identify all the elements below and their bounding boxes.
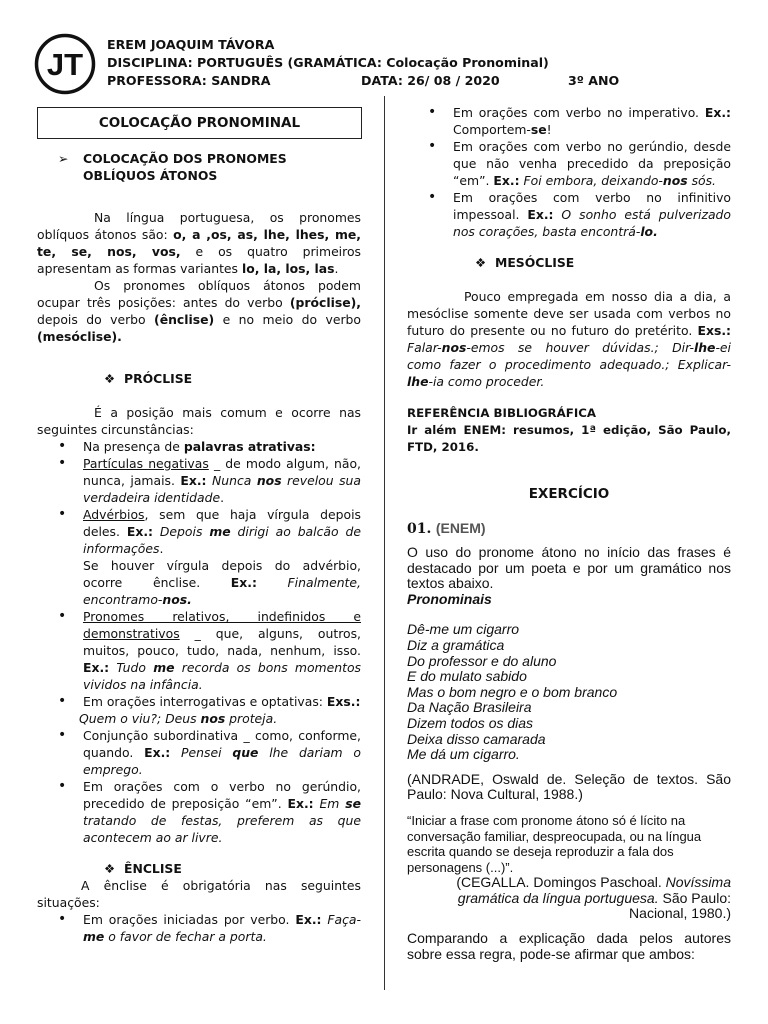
poem-line: Da Nação Brasileira bbox=[407, 699, 532, 716]
intro-paragraph-2: Os pronomes oblíquos átonos podem ocupar três posições: antes do verbo (próclise), depois do verbo (ênclise) e no meio do verbo (mesóclise). bbox=[37, 278, 361, 344]
interrogative-example: Quem o viu?; Deus nos proteja. bbox=[79, 711, 278, 726]
school-name: EREM JOAQUIM TÁVORA bbox=[107, 37, 275, 52]
list-item: • Em orações com verbo no gerúndio, desde que não venha precedido da preposição “em”. Ex.: Foi embora, deixando-nos sós. bbox=[428, 138, 731, 188]
poem-line: Mas o bom negro e o bom branco bbox=[407, 683, 618, 700]
bullet-icon: • bbox=[58, 693, 67, 709]
list-item: • Em orações iniciadas por verbo. Ex.: Faça-me o favor de fechar a porta. bbox=[58, 911, 361, 944]
reference-text: Ir além ENEM: resumos, 1ª edição, São Paulo, FTD, 2016. bbox=[407, 423, 731, 454]
bullet-icon: • bbox=[428, 138, 437, 154]
list-item: • Em orações com o verbo no gerúndio, precedido de preposição “em”. Ex.: Em se tratando de festas, preferem as que acontecem ao ar livre. bbox=[58, 778, 362, 845]
list-item: • Advérbios, sem que haja vírgula depois deles. Ex.: Depois me dirigi ao balcão de informações. bbox=[58, 506, 361, 556]
document-header bbox=[107, 36, 620, 90]
list-item: • Pronomes relativos, indefinidos e demonstrativos _ que, alguns, outros, muitos, pouco, tudo, nada, nenhum, isso. Ex.: Tudo me recorda os bons momentos vividos na infância. bbox=[58, 608, 361, 692]
teacher: PROFESSORA: SANDRA bbox=[107, 73, 271, 88]
poem-line: Dê-me um cigarro bbox=[407, 621, 520, 638]
poem-line: Deixa disso camarada bbox=[407, 730, 546, 747]
list-item: • Em orações com verbo no imperativo. Ex.: Comportem-se! bbox=[428, 104, 731, 137]
bullet-icon: • bbox=[58, 438, 67, 454]
column-divider bbox=[384, 96, 385, 990]
poem-title: Pronominais bbox=[407, 590, 492, 607]
proclise-list-cont bbox=[37, 608, 361, 710]
bullet-icon: • bbox=[58, 608, 67, 624]
section-heading-proclise: ❖ PRÓCLISE bbox=[104, 371, 193, 386]
grammar-quote: “Iniciar a frase com pronome átono só é lícito na conversação familiar, despreocupada, ou na língua escrita quando se deseja reproduzir a fala dos personagens (...)”. bbox=[407, 812, 702, 875]
proclise-intro: É a posição mais comum e ocorre nas seguintes circunstâncias: bbox=[37, 405, 361, 437]
list-item: • Na presença de palavras atrativas: bbox=[58, 438, 316, 454]
bullet-icon: • bbox=[58, 727, 67, 743]
poem bbox=[407, 622, 731, 762]
grade: 3º ANO bbox=[568, 73, 620, 88]
bullet-icon: • bbox=[428, 189, 437, 205]
section-heading-obliquos: ➢ COLOCAÇÃO DOS PRONOMES OBLÍQUOS ÁTONOS bbox=[58, 151, 287, 183]
list-item: • Partículas negativas _ de modo algum, não, nunca, jamais. Ex.: Nunca nos revelou sua verdadeira identidade. bbox=[58, 455, 361, 505]
question-number: 01. (ENEM) bbox=[407, 520, 486, 537]
list-item: • Em orações interrogativas e optativas: Exs.: bbox=[58, 693, 361, 709]
enclise-intro: A ênclise é obrigatória nas seguintes situações: bbox=[37, 878, 361, 910]
section-heading-enclise: ❖ ÊNCLISE bbox=[104, 861, 182, 876]
poem-line: Do professor e do aluno bbox=[407, 652, 557, 669]
poem-line: Dizem todos os dias bbox=[407, 714, 534, 731]
list-item: • Conjunção subordinativa _ como, conforme, quando. Ex.: Pensei que lhe dariam o emprego. bbox=[58, 727, 361, 777]
bullet-icon: • bbox=[428, 104, 437, 120]
enclise-list bbox=[37, 911, 361, 945]
discipline: DISCIPLINA: PORTUGUÊS (GRAMÁTICA: Colocação Pronominal) bbox=[107, 55, 549, 70]
bullet-icon: • bbox=[58, 778, 67, 794]
diamond-bullet-icon: ❖ bbox=[104, 861, 116, 876]
exercise-heading: EXERCÍCIO bbox=[528, 486, 610, 502]
diamond-bullet-icon: ❖ bbox=[475, 255, 487, 270]
poem-line: Diz a gramática bbox=[407, 636, 505, 653]
date: DATA: 26/ 08 / 2020 bbox=[361, 73, 500, 88]
bullet-icon: • bbox=[58, 911, 67, 927]
arrow-icon: ➢ bbox=[58, 151, 69, 166]
bullet-icon: • bbox=[58, 506, 67, 522]
proclise-list-cont2 bbox=[37, 727, 361, 846]
section-heading-mesoclise: ❖ MESÓCLISE bbox=[475, 255, 575, 270]
list-item: • Em orações com verbo no infinitivo impessoal. Ex.: O sonho está pulverizado nos corações, basta encontrá-lo. bbox=[428, 189, 731, 239]
question-text: O uso do pronome átono no início das frases é destacado por um poeta e por um gramático nos textos abaixo. bbox=[407, 544, 731, 592]
poem-line: Me dá um cigarro. bbox=[407, 746, 520, 763]
logo-text: JT bbox=[46, 47, 84, 82]
poem-citation: (ANDRADE, Oswald de. Seleção de textos. São Paulo: Nova Cultural, 1988.) bbox=[407, 770, 731, 803]
reference-heading: REFERÊNCIA BIBLIOGRÁFICA bbox=[407, 406, 596, 420]
page-title: COLOCAÇÃO PRONOMINAL bbox=[37, 107, 362, 139]
left-column bbox=[37, 150, 361, 945]
intro-paragraph-1: Na língua portuguesa, os pronomes oblíquos átonos são: o, a ,os, as, lhe, lhes, me, te, se, nos, vos, e os quatro primeiros apresentam as formas variantes lo, la, los, las. bbox=[37, 210, 361, 276]
school-logo bbox=[34, 33, 96, 95]
diamond-bullet-icon: ❖ bbox=[104, 371, 116, 386]
grammar-citation: (CEGALLA. Domingos Paschoal. Novíssima gramática da língua portuguesa. São Paulo: Nacional, 1980.) bbox=[456, 874, 731, 922]
proclise-list bbox=[37, 438, 361, 557]
enclise-list-cont bbox=[407, 104, 731, 240]
right-column bbox=[407, 104, 731, 962]
final-question: Comparando a explicação dada pelos autores sobre essa regra, pode-se afirmar que ambos: bbox=[407, 930, 731, 962]
bullet-icon: • bbox=[58, 455, 67, 471]
adverb-note: Se houver vírgula depois do advérbio, ocorre ênclise. Ex.: Finalmente, encontramo-nos. bbox=[83, 558, 361, 607]
poem-line: E do mulato sabido bbox=[407, 668, 527, 685]
mesoclise-paragraph: Pouco empregada em nosso dia a dia, a mesóclise somente deve ser usada com verbos no futuro do presente ou no futuro do pretérito. Exs.: Falar-nos-emos se houver dúvidas.; Dir-lhe-ei como fazer o procedimento adequado.; Explicar-lhe-ia como proceder. bbox=[407, 289, 731, 389]
